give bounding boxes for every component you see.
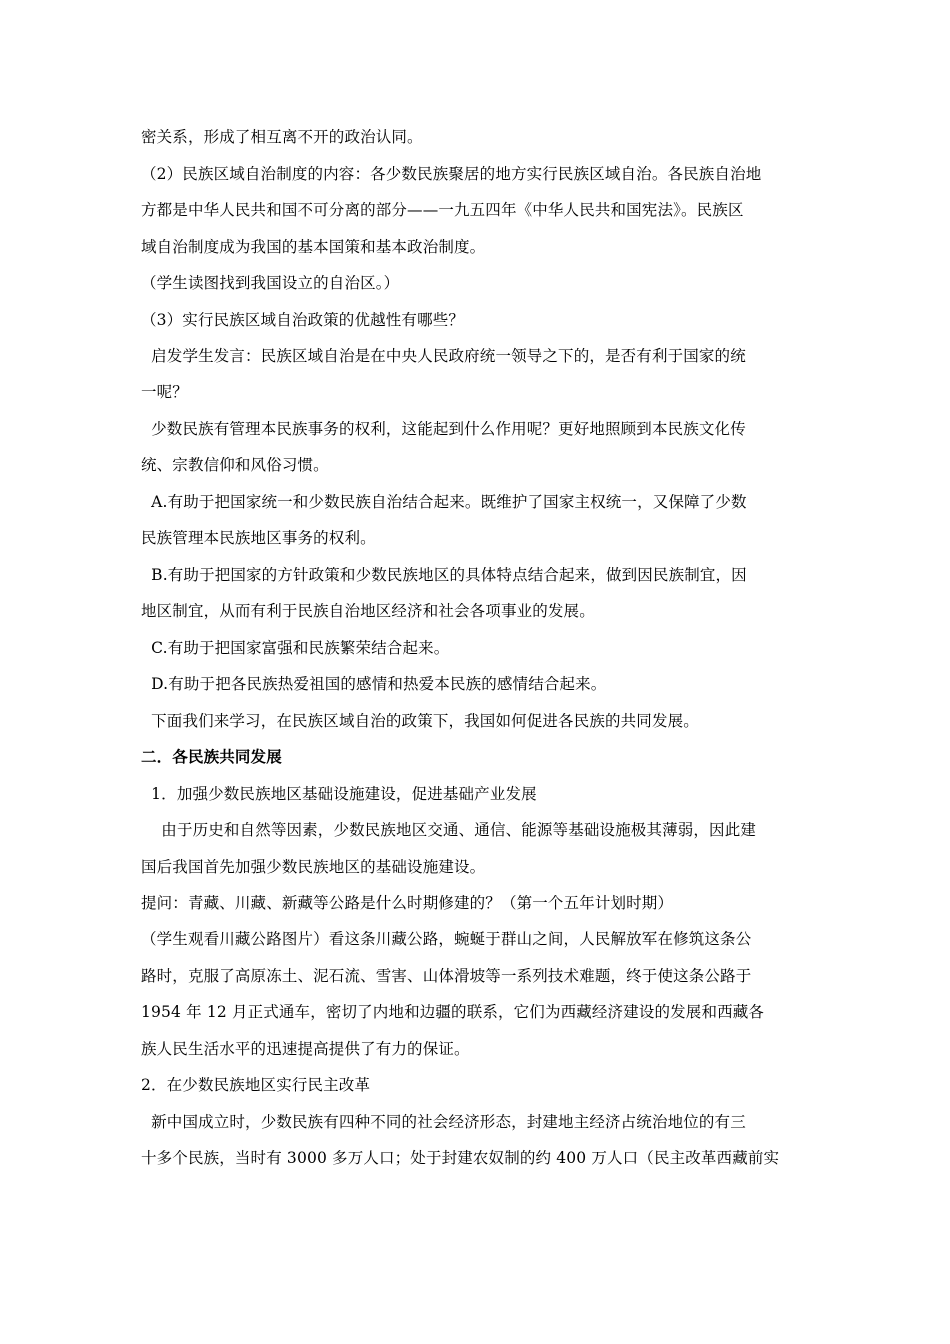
text-line: 密关系，形成了相互离不开的政治认同。 [141,128,423,146]
text-line: 2．在少数民族地区实行民主改革 [141,1076,371,1094]
text-line: （学生观看川藏公路图片）看这条川藏公路，蜿蜒于群山之间，人民解放军在修筑这条公 [141,930,752,948]
text-line: D.有助于把各民族热爱祖国的感情和热爱本民族的感情结合起来。 [141,675,607,693]
text-line: 新中国成立时，少数民族有四种不同的社会经济形态，封建地主经济占统治地位的有三 [141,1113,746,1131]
text-line: 下面我们来学习，在民族区域自治的政策下，我国如何促进各民族的共同发展。 [141,712,699,730]
text-line: 域自治制度成为我国的基本国策和基本政治制度。 [141,238,486,256]
text-line: 少数民族有管理本民族事务的权利，这能起到什么作用呢？更好地照顾到本民族文化传 [141,420,746,438]
text-line: 统、宗教信仰和风俗习惯。 [141,456,329,474]
text-line: A.有助于把国家统一和少数民族自治结合起来。既维护了国家主权统一，又保障了少数 [141,493,747,511]
text-line: 国后我国首先加强少数民族地区的基础设施建设。 [141,858,486,876]
text-line: 一呢？ [141,383,188,401]
text-line: 族人民生活水平的迅速提高提供了有力的保证。 [141,1040,470,1058]
text-line: （2）民族区域自治制度的内容：各少数民族聚居的地方实行民族区域自治。各民族自治地 [141,165,762,183]
text-line: 由于历史和自然等因素，少数民族地区交通、通信、能源等基础设施极其薄弱，因此建 [141,821,757,839]
text-line: （学生读图找到我国设立的自治区。） [141,274,400,292]
text-line: 民族管理本民族地区事务的权利。 [141,529,376,547]
text-line: 十多个民族，当时有 3000 多万人口；处于封建农奴制的约 400 万人口（民主改革西藏前实 [141,1149,780,1167]
text-line: （3）实行民族区域自治政策的优越性有哪些？ [141,311,465,329]
text-line: 1．加强少数民族地区基础设施建设，促进基础产业发展 [141,785,537,803]
text-line: 地区制宜，从而有利于民族自治地区经济和社会各项事业的发展。 [141,602,595,620]
text-line: B.有助于把国家的方针政策和少数民族地区的具体特点结合起来，做到因民族制宜，因 [141,566,747,584]
text-line: 路时，克服了高原冻土、泥石流、雪害、山体滑坡等一系列技术难题，终于使这条公路于 [141,967,752,985]
text-line: 提问：青藏、川藏、新藏等公路是什么时期修建的？（第一个五年计划时期） [141,894,674,912]
text-line: 方都是中华人民共和国不可分离的部分——一九五四年《中华人民共和国宪法》。民族区 [141,201,744,219]
section-heading: 二．各民族共同发展 [141,748,282,766]
text-line: 启发学生发言：民族区域自治是在中央人民政府统一领导之下的，是否有利于国家的统 [141,347,746,365]
text-line: C.有助于把国家富强和民族繁荣结合起来。 [141,639,450,657]
text-line: 1954 年 12 月正式通车，密切了内地和边疆的联系，它们为西藏经济建设的发展和西藏各 [141,1003,765,1021]
